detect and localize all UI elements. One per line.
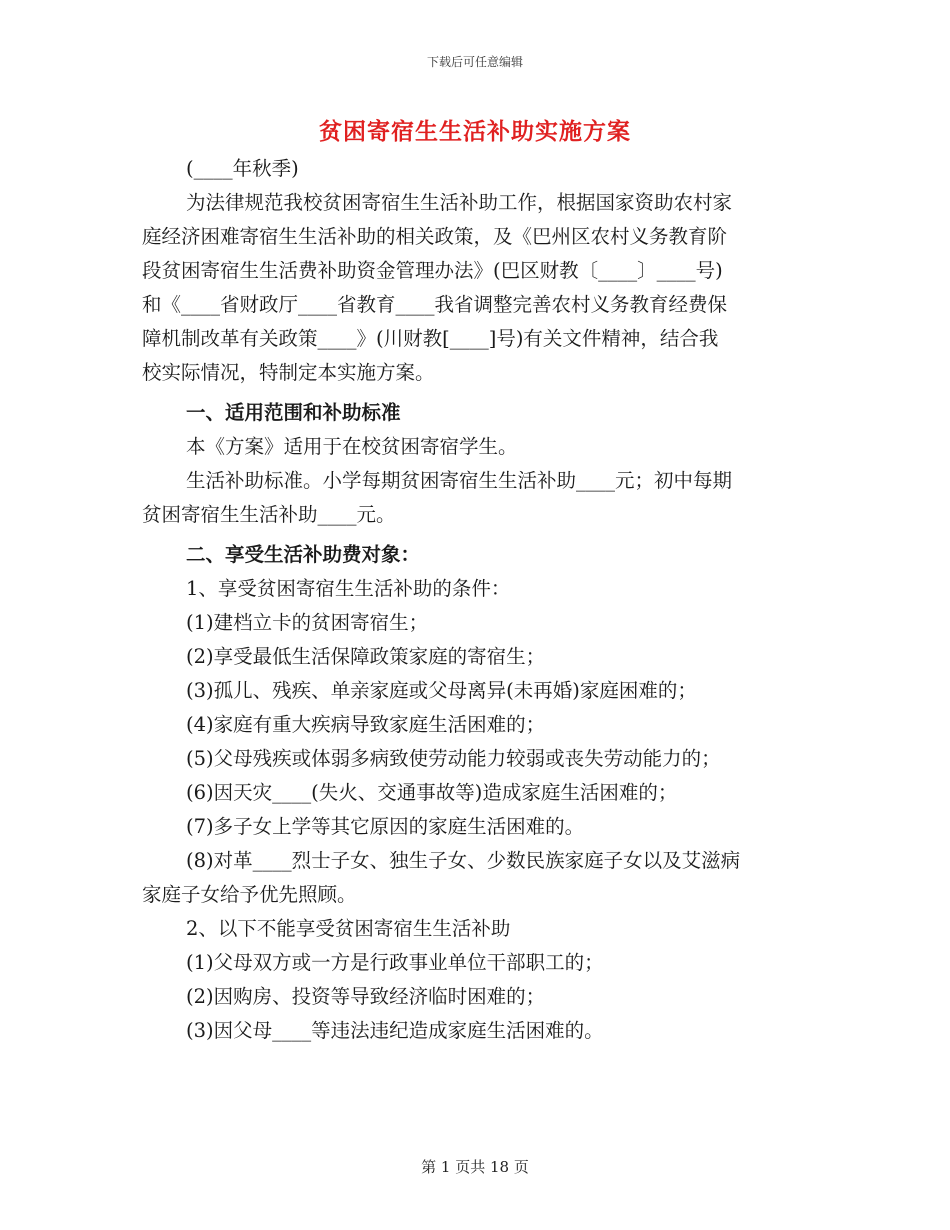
paragraph-line: (3)孤儿、残疾、单亲家庭或父母离异(未再婚)家庭困难的； (186, 679, 697, 702)
header-note: 下载后可任意编辑 (426, 55, 523, 69)
paragraph-line: (2)因购房、投资等导致经济临时困难的； (186, 985, 546, 1008)
paragraph-line: (6)因天灾____(失火、交通事故等)造成家庭生活困难的； (186, 781, 678, 804)
paragraph-line: 本《方案》适用于在校贫困寄宿学生。 (186, 435, 518, 458)
paragraph-line: (1)建档立卡的贫困寄宿生； (186, 611, 429, 634)
paragraph-line: (4)家庭有重大疾病导致家庭生活困难的； (186, 713, 546, 736)
paragraph-line: 2、以下不能享受贫困寄宿生生活补助 (186, 917, 511, 940)
section-heading: 二、享受生活补助费对象： (186, 543, 421, 566)
paragraph-line: 庭经济困难寄宿生生活补助的相关政策，及《巴州区农村义务教育阶 (142, 225, 728, 248)
paragraph-line: 段贫困寄宿生生活费补助资金管理办法》(巴区财教〔____〕____号) (142, 259, 723, 282)
paragraph-line: (1)父母双方或一方是行政事业单位干部职工的； (186, 951, 604, 974)
paragraph-line: (7)多子女上学等其它原因的家庭生活困难的。 (186, 815, 585, 838)
paragraph-line: 1、享受贫困寄宿生生活补助的条件： (186, 577, 511, 600)
document-title: 贫困寄宿生生活补助实施方案 (319, 119, 631, 145)
paragraph-line: 家庭子女给予优先照顾。 (142, 883, 357, 906)
paragraph-line: 和《____省财政厅____省教育____我省调整完善农村义务教育经费保 (142, 293, 728, 316)
paragraph-line: 校实际情况，特制定本实施方案。 (142, 361, 435, 384)
paragraph-line: (____年秋季) (186, 157, 299, 180)
paragraph-line: 贫困寄宿生生活补助____元。 (142, 503, 396, 526)
paragraph-line: (2)享受最低生活保障政策家庭的寄宿生； (186, 645, 546, 668)
paragraph-line: 障机制改革有关政策____》(川财教[____]号)有关文件精神，结合我 (142, 327, 719, 350)
paragraph-line: 为法律规范我校贫困寄宿生生活补助工作，根据国家资助农村家 (186, 191, 733, 214)
paragraph-line: 生活补助标准。小学每期贫困寄宿生生活补助____元；初中每期 (186, 469, 733, 492)
paragraph-line: (3)因父母____等违法违纪造成家庭生活困难的。 (186, 1019, 604, 1042)
paragraph-line: (8)对革____烈士子女、独生子女、少数民族家庭子女以及艾滋病 (186, 849, 741, 872)
page-footer: 第 1 页共 18 页 (421, 1158, 529, 1176)
section-heading: 一、适用范围和补助标准 (186, 401, 401, 424)
paragraph-line: (5)父母残疾或体弱多病致使劳动能力较弱或丧失劳动能力的； (186, 747, 721, 770)
document-body (142, 152, 806, 1048)
